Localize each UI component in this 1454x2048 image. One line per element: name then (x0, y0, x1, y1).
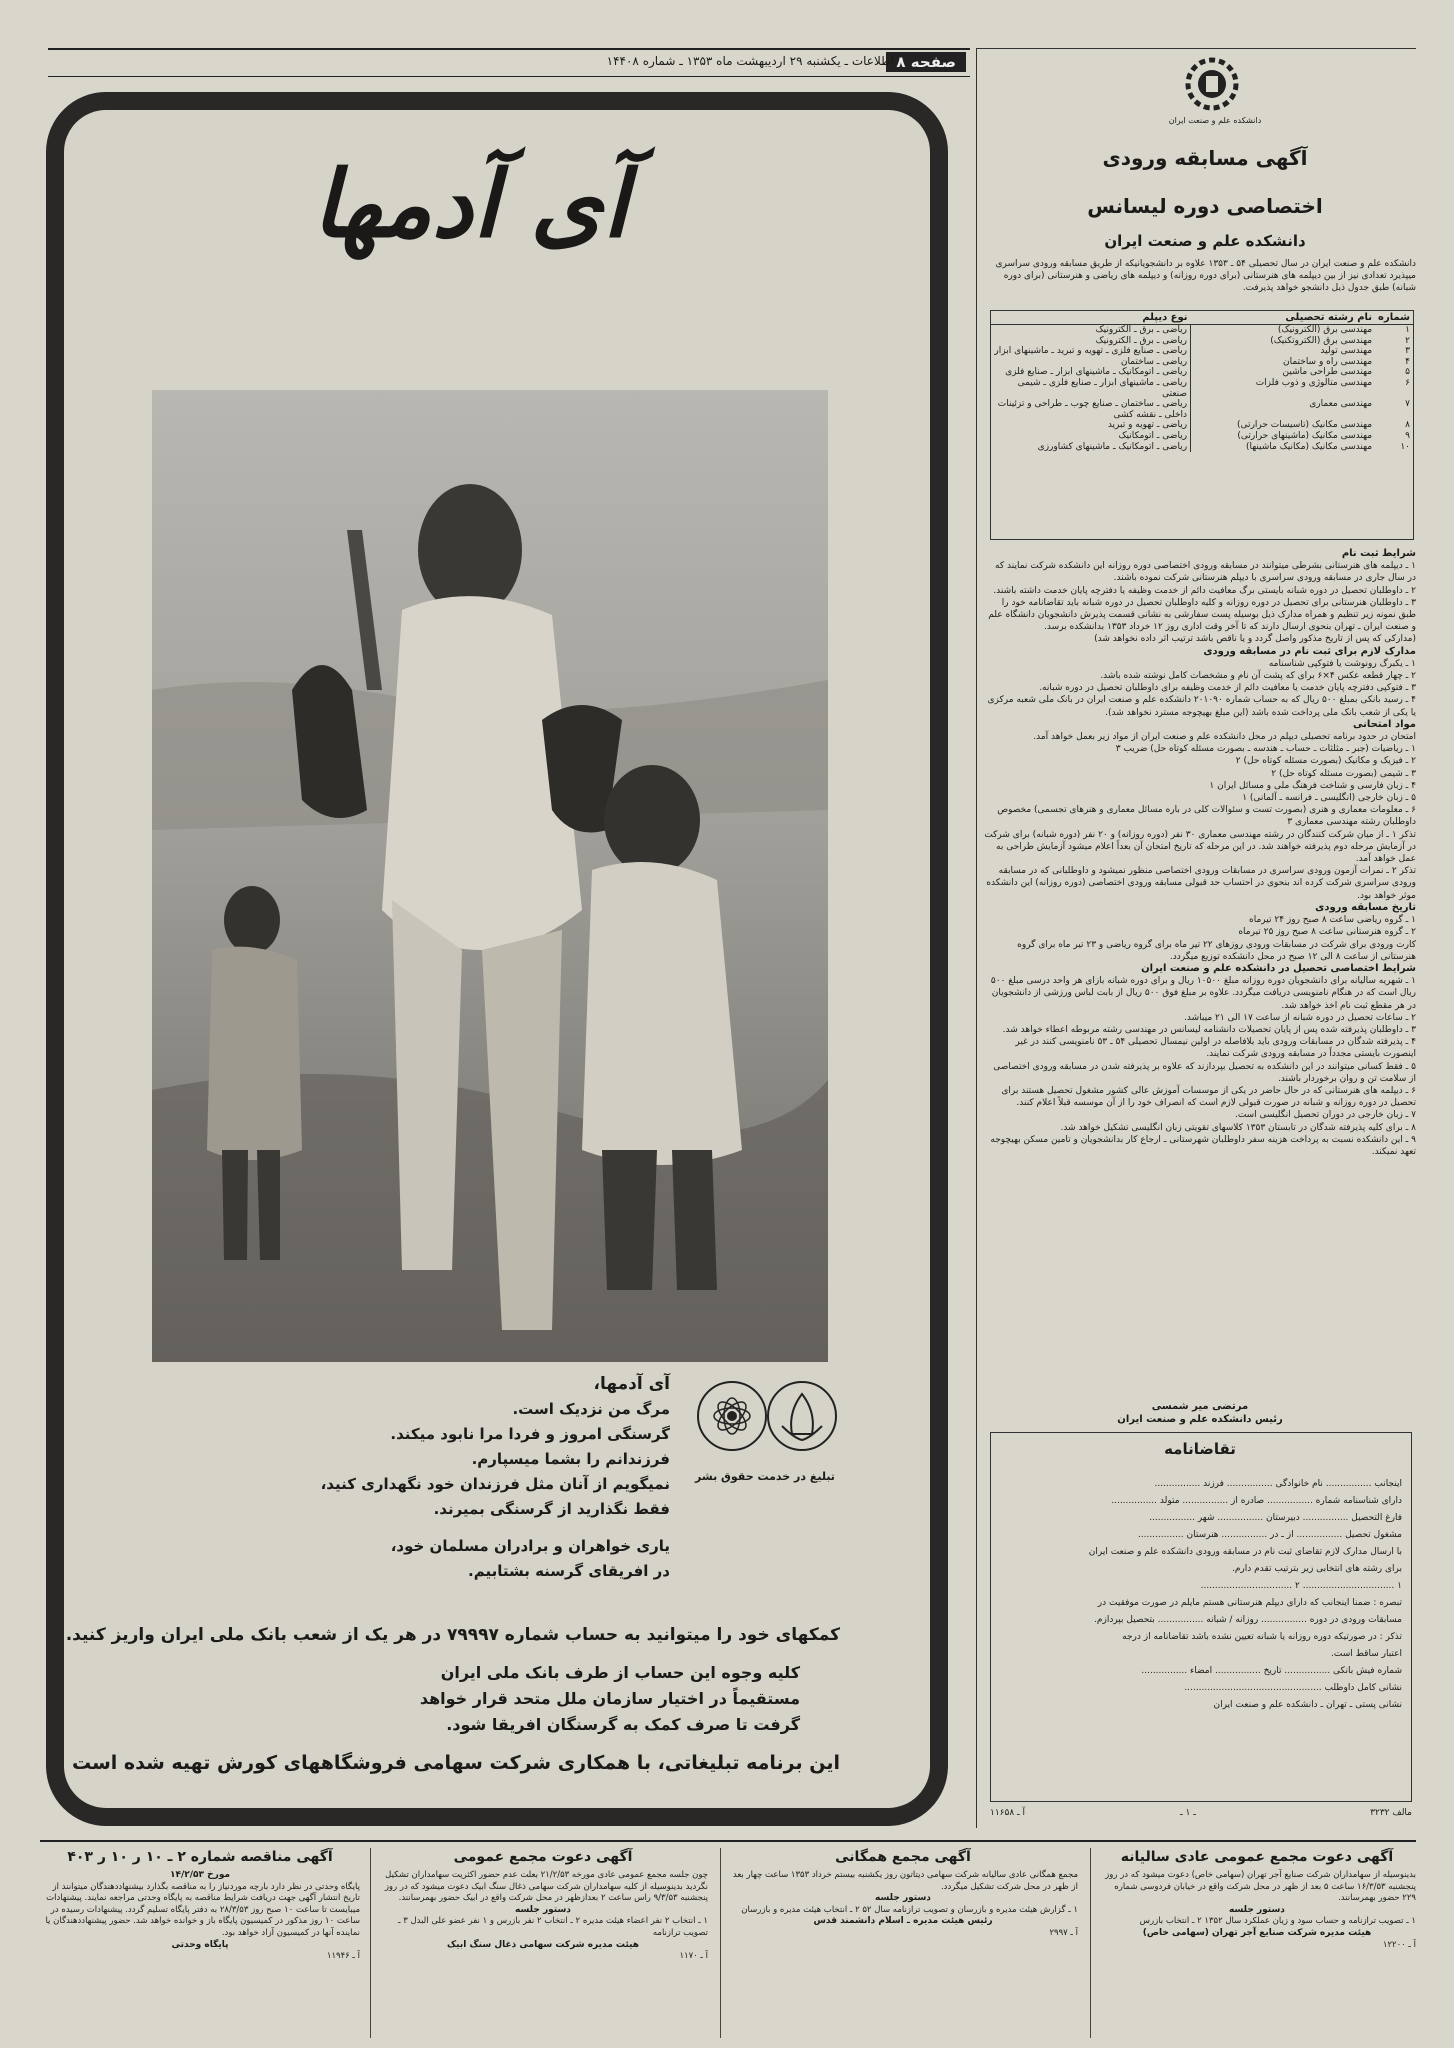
program-cell: ۸ (1405, 420, 1410, 431)
form-line: اینجانب ................ نام خانوادگی ................ فرزند ................ (1154, 1479, 1402, 1489)
condition-item: تذکر ۲ ـ نمرات آزمون ورودی سراسری در مسابقات ورودی اختصاصی منظور نمیشود و داوطلبانی که در مسابقه ورودی سراسری شرکت کرده اند بنحوی در احتساب حد قبولی مسابقه ورودی اختصاصی (دوره روزانه) این دانشکده موثر خواهد بود. (986, 866, 1416, 901)
agenda-body: ۱ ـ انتخاب ۲ نفر اعضاء هیئت مدیره ۲ ـ انتخاب ۲ نفر بازرس و ۱ نفر عضو علی البدل ۳ ـ تصویب ترازنامه (398, 1916, 708, 1938)
program-cell: ۱۰ (1400, 441, 1410, 452)
ad-title: آی آدمها (312, 150, 628, 258)
notice-footer (990, 1808, 1412, 1818)
condition-heading: تاریخ مسابقه ورودی (1315, 901, 1416, 913)
program-cell: مهندسی طراحی ماشین (1191, 367, 1376, 378)
program-cell: مهندسی برق (الکتروتکنیک) (1191, 336, 1376, 347)
sponsor-line: این برنامه تبلیغاتی، با همکاری شرکت سهامی فروشگاههای کورش تهیه شده است (71, 1752, 840, 1774)
notice-sign: رئیس هیئت مدیره ـ اسلام دانشمند قدس (813, 1916, 993, 1927)
notice-subtitle: اختصاصی دوره لیسانس (1087, 194, 1323, 218)
program-row (991, 378, 1413, 399)
donation-details (280, 1660, 800, 1738)
poem-line: مرگ من نزدیک است. (512, 1400, 670, 1418)
university-logo-caption: دانشکده علم و صنعت ایران (1168, 116, 1262, 125)
program-cell: ریاضی ـ تهویه و تبرید (1107, 420, 1188, 431)
program-cell: ریاضی ـ ساختمان (1120, 356, 1188, 367)
poem-line: فرزندانم را بشما میسپارم. (471, 1450, 670, 1468)
form-line: تبصره : ضمنا اینجانب که دارای دیپلم هنرستانی هستم مایلم در صورت موفقیت در (1097, 1598, 1402, 1608)
form-line: نشانی پستی ـ تهران ـ دانشکده علم و صنعت ایران (1213, 1700, 1402, 1710)
program-cell: ۱ (1405, 325, 1410, 335)
condition-heading: شرایط ثبت نام (1341, 548, 1416, 559)
poem-line: در افریقای گرسنه بشتابیم. (468, 1562, 670, 1580)
column-header: نام رشته تحصیلی (1191, 311, 1376, 325)
form-line: فارغ التحصیل ................ دبیرستان ................ شهر ................ (1149, 1513, 1402, 1523)
notice-heading: آگهی مجمع همگانی (835, 1849, 971, 1865)
form-line: برای رشته های انتخابی زیر بترتیب تقدم دارم. (1232, 1564, 1402, 1574)
program-cell: مهندسی مکانیک (ماشینهای حرارتی) (1191, 431, 1376, 442)
condition-item: ۳ ـ شیمی (بصورت مسئله کوتاه حل) ۲ (1271, 768, 1416, 779)
notice-body: مجمع همگانی عادی سالیانه شرکت سهامی دیتاتون روز یکشنبه بیستم خرداد ۱۳۵۳ ساعت چهار بعد از ظهر در محل شرکت تشکیل میگردد. (732, 1870, 1078, 1892)
column-divider (370, 1848, 371, 2038)
column-header: نوع دیپلم (991, 311, 1191, 325)
notice-brick-company (1098, 1848, 1416, 2038)
column-divider (976, 48, 977, 1828)
condition-item: ۵ ـ فقط کسانی میتوانند در این دانشکده به تحصیل بپردازند که علاوه بر پذیرفته شدن در مسابقه ورودی اختصاصی از سلامت تن و روان برخوردار باشند. (993, 1061, 1416, 1084)
program-cell: ریاضی ـ برق ـ الکترونیک (1095, 335, 1188, 346)
condition-item: ۳ ـ فتوکپی دفترچه پایان خدمت یا معافیت دائم از خدمت وظیفه برای داوطلبان تحصیل در دوره شبانه. (1039, 683, 1416, 694)
form-line: شماره فیش بانکی ................ تاریخ ................ امضاء ................ (1141, 1666, 1402, 1676)
donation-line: مستقیماً در اختیار سازمان ملل متحد قرار خواهد (419, 1689, 800, 1708)
program-cell: ۶ (1405, 377, 1410, 388)
program-cell: ریاضی ـ اتومکانیک ـ ماشینهای کشاورزی (1037, 441, 1188, 452)
flower-emblem-icon (692, 1370, 842, 1466)
notice-body: بدینوسیله از سهامداران شرکت صنایع آجر تهران (سهامی خاص) دعوت میشود که در روز پنجشنبه ۱۶/۳/۵۳ ساعت ۵ بعد از ظهر در محل شرکت واقع در خیابان فردوسی شماره ۲۲۹ حضور بهمرسانند. (1105, 1870, 1416, 1904)
poem-line: فقط نگذارید از گرسنگی بمیرند. (433, 1500, 670, 1518)
program-row (991, 325, 1413, 336)
application-form-lines (1000, 1476, 1402, 1714)
admission-conditions (984, 548, 1416, 1440)
programs-grid (991, 311, 1413, 452)
agenda-heading: دستور جلسه (1229, 1904, 1285, 1915)
form-line: با ارسال مدارک لازم تقاضای ثبت نام در مسابقه ورودی دانشکده علم و صنعت ایران (1088, 1547, 1402, 1557)
university-logo (1180, 52, 1244, 124)
program-row (991, 420, 1413, 431)
column-rule (976, 48, 1416, 49)
condition-item: ۸ ـ برای کلیه پذیرفته شدگان در تابستان ۱۳۵۳ کلاسهای تقویتی زبان انگلیسی تشکیل خواهد شد. (1060, 1122, 1416, 1133)
program-cell: مهندسی برق (الکترونیک) (1191, 325, 1376, 336)
program-cell: ۷ (1405, 399, 1410, 410)
program-row (991, 399, 1413, 420)
condition-item: ۴ ـ رسید بانکی بمبلغ ۵۰۰ ریال که به حساب شماره ۲۰۱۰۹۰ دانشکده علم و صنعت ایران در بانک ملی شعبه مرکزی یا یکی از شعب بانک ملی پرداخت شده باشد (این مبلغ بهیچوجه مسترد نخواهد شد). (987, 695, 1416, 718)
column-divider (720, 1848, 721, 2038)
notice-university: دانشکده علم و صنعت ایران (1104, 232, 1306, 250)
program-cell: ۲ (1405, 335, 1410, 346)
notice-heading: آگهی دعوت مجمع عمومی (453, 1849, 633, 1865)
condition-item: ۲ ـ گروه هنرستانی ساعت ۸ صبح روز ۲۵ تیرماه (1238, 927, 1416, 938)
column-header: شماره (1375, 311, 1413, 325)
program-cell: ۳ (1405, 346, 1410, 357)
poem-line: آی آدمها، (593, 1374, 670, 1394)
notice-coal-company (378, 1848, 708, 2038)
column-divider (1090, 1848, 1091, 2038)
donation-account-line: کمکهای خود را میتوانید به حساب شماره ۷۹۹۹۷ در هر یک از شعب بانک ملی ایران واریز کنید. (65, 1625, 840, 1645)
program-cell: ۹ (1405, 430, 1410, 441)
form-line: تذکر : در صورتیکه دوره روزانه یا شبانه تعیین نشده باشد تقاضانامه از درجه (1122, 1632, 1402, 1642)
notice-title: آگهی مسابقه ورودی (1102, 146, 1308, 170)
agenda-body: ۱ ـ گزارش هیئت مدیره و بازرسان و تصویب ترازنامه سال ۵۲ ۲ ـ انتخاب هیئت مدیره و بازرسان (741, 1904, 1078, 1915)
bottom-rule (40, 1840, 1416, 1842)
human-rights-logos (692, 1370, 842, 1466)
condition-item: ۳ ـ داوطلبان پذیرفته شده پس از پایان تحصیلات دانشنامه لیسانس در مهندسی رشته مربوطه اعطاء خواهد شد. (1002, 1024, 1416, 1035)
program-row (991, 346, 1413, 357)
condition-item: (مدارکی که پس از تاریخ مذکور واصل گردد و یا ناقص باشد ترتیب اثر داده نخواهد شد) (1094, 634, 1416, 645)
poem-line: یاری خواهران و برادران مسلمان خود، (390, 1537, 670, 1555)
notice-body: چون جلسه مجمع عمومی عادی مورخه ۲۱/۲/۵۳ بعلت عدم حضور اکثریت سهامداران تشکیل نگردید بدینوسیله از کلیه سهامداران شرکت سهامی ذغال سنگ ابیک دعوت میشود که در روز پنجشنبه ۹/۳/۵۳ راس ساعت ۲ بعدازظهر در محل شرکت واقع در ابیک حضور بهمرسانند. (384, 1870, 708, 1904)
signatory-title: رئیس دانشکده علم و صنعت ایران (1117, 1414, 1283, 1425)
notice-general-assembly (728, 1848, 1078, 2038)
notice-code-mid: ـ ۱ ـ (1180, 1808, 1196, 1818)
notice-sign: هیئت مدیره شرکت صنایع آجر تهران (سهامی خاص) (1142, 1927, 1372, 1938)
program-row (991, 357, 1413, 368)
notice-sign: هیئت مدیره شرکت سهامی ذغال سنگ ابیک (446, 1939, 640, 1950)
program-cell: مهندسی تولید (1191, 346, 1376, 357)
notice-heading: آگهی مناقصه شماره ۲ ـ ۱۰ ر ۱۰ ر ۴۰۳ (67, 1849, 333, 1865)
condition-item: ۱ ـ شهریه سالیانه برای دانشجویان دوره روزانه مبلغ ۱۰۵۰۰ ریال و برای دوره شبانه بازای هر واحد درسی مبلغ ۵۰۰ ریال است که در هنگام نامنویسی دریافت میگردد. علاوه بر مبلغ فوق ۵۰۰ ریال از بابت لباس ورزشی از دانشجویان در هر مقطع ثبت نام اخذ خواهد شد. (990, 976, 1416, 1011)
poem-line: نمیگویم از آنان مثل فرزندان خود نگهداری کنید، (320, 1475, 670, 1493)
page-header (48, 48, 970, 77)
form-line: دارای شناسنامه شماره ................ صادره از ................ متولد ................ (1111, 1496, 1402, 1506)
condition-item: ۷ ـ زبان خارجی در دوران تحصیل انگلیسی است. (1234, 1110, 1416, 1121)
condition-item: تذکر ۱ ـ از میان شرکت کنندگان در رشته مهندسی معماری ۳۰ نفر (دوره روزانه) و ۲۰ نفر (دوره شبانه) برای شرکت در آزمایش مرحله دوم پذیرفته خواهند شد. در این مرحله که تاریخ امتحان آن بعداً اعلام میشود آزمایش طراحی به عمل خواهد آمد. (984, 829, 1416, 865)
program-cell: مهندسی مکانیک (مکانیک ماشینها) (1191, 442, 1376, 453)
condition-item: ۶ ـ معلومات معماری و هنری (بصورت تست و سئوالات کلی در باره مسائل معماری و هنرهای تجسمی) مخصوص داوطلبان رشته مهندسی معماری ۳ (997, 805, 1416, 828)
logo-caption: تبلیغ در خدمت حقوق بشر (695, 1470, 835, 1483)
notice-code: آ ـ ۱۱۷۰ (679, 1951, 708, 1962)
notice-body: پایگاه وحدتی در نظر دارد بارچه موردنیاز را به مناقصه بگذارد بیشنهاددهندگان میتوانند از تاریخ انتشار آگهی جهت دریافت شرایط مناقصه به پایگاه وحدتی مراجعه نمایند. پیشنهادات میبایست تا ساعت ۱۰ صبح روز ۲۸/۳/۵۳ به دفتر پایگاه تسلیم گردد. پیشنهادات رسیده در ساعت ۱۰ روز مذکور در کمیسیون پایگاه باز و خوانده خواهد شد. حضور پیشنهاددهندگان یا نماینده آنها در کمیسیون آزاد خواهد بود. (45, 1881, 360, 1938)
condition-item: ۶ ـ دیپلمه های هنرستانی که در حال حاضر در یکی از موسسات آموزش عالی کشور مشغول تحصیل هستند برای تحصیل در دوره روزانه و شبانه در صورت قبولی لازم است که انصراف خود را از آن موسسه قبلاً اعلام کنند. (1001, 1085, 1416, 1109)
issue-line: اطلاعات ـ یکشنبه ۲۹ اردیبهشت ماه ۱۳۵۳ ـ شماره ۱۴۴۰۸ (606, 54, 894, 68)
gear-emblem-icon (1180, 52, 1244, 124)
notice-code: آ ـ ۱۲۲۰۰ (1382, 1939, 1416, 1950)
program-cell: ریاضی ـ اتومکانیک (1118, 430, 1188, 441)
condition-item: ۳ ـ داوطلبان هنرستانی برای تحصیل در دوره روزانه و کلیه داوطلبان تحصیل در دوره شبانه باید تقاضانامه خود را طبق نمونه زیر تنظیم و همراه مدارک ذیل بوسیله پست سفارشی به نشانی قسمت پذیرش دانشجویان دانشگاه علم و صنعت ایران ـ تهران بنحوی ارسال دارند که تا آخر وقت اداری روز ۱۲ خرداد ۱۳۵۳ بدانشکده برسد. (988, 597, 1416, 633)
notice-code-right: مالف ۳۲۳۲ (1370, 1808, 1412, 1818)
program-cell: ۵ (1405, 367, 1410, 378)
condition-item: ۹ ـ این دانشکده نسبت به پرداخت هزینه سفر داوطلبان شهرستانی ـ ارجاع کار بدانشجویان و تامین مسکن بهیچوجه تعهد نمیکند. (990, 1134, 1416, 1157)
program-cell: مهندسی مکانیک (تاسیسات حرارتی) (1191, 420, 1376, 431)
notice-code: آ ـ ۲۹۹۷ (1049, 1927, 1078, 1938)
donation-line: گرفت تا صرف کمک به گرسنگان افریقا شود. (446, 1715, 800, 1734)
condition-item: کارت ورودی برای شرکت در مسابقات ورودی روزهای ۲۲ تیر ماه برای گروه ریاضی و ۲۳ تیر ماه برای گروه هنرستانی از ساعت ۸ الی ۱۲ صبح در محل دانشکده توزیع میگردد. (1017, 939, 1416, 962)
program-row (991, 336, 1413, 347)
notice-signature (984, 1400, 1416, 1426)
condition-item: ۴ ـ پذیرفته شدگان در مسابقات ورودی باید بلافاصله در اولین نیمسال تحصیلی ۵۴ ـ ۵۳ نامنویسی کنند در غیر اینصورت بایستی مجدداً در مسابقه ورودی شرکت نمایند. (1015, 1037, 1416, 1060)
notice-code: آ ـ ۱۱۹۴۶ (326, 1951, 360, 1962)
condition-heading: مدارک لازم برای ثبت نام در مسابقه ورودی (1203, 645, 1416, 657)
agenda-heading: دستور جلسه (515, 1904, 571, 1915)
donation-line: کلیه وجوه این حساب از طرف بانک ملی ایران (440, 1663, 800, 1682)
notice-date: مورخ ۱۴/۲/۵۳ (169, 1870, 231, 1880)
condition-item: ۲ ـ داوطلبان تحصیل در دوره شبانه بایستی برگ معافیت دائم از خدمت وظیفه یا دفترچه پایان خدمت داشته باشند. (993, 585, 1416, 596)
notice-heading: آگهی دعوت مجمع عمومی عادی سالیانه (1120, 1849, 1394, 1865)
condition-item: ۲ ـ چهار قطعه عکس ۴×۶ برای که پشت آن نام و مشخصات کامل نوشته شده باشد. (1100, 671, 1416, 682)
form-line: مشغول تحصیل ................ از ـ در ................ هنرستان ................ (1137, 1530, 1402, 1540)
condition-item: امتحان در حدود برنامه تحصیلی دیپلم در محل دانشکده علم و صنعت ایران از مواد زیر بعمل خواهد آمد. (1033, 732, 1416, 743)
page-number: صفحه ۸ (886, 52, 966, 72)
condition-item: ۲ ـ ساعات تحصیل در دوره شبانه از ساعت ۱۷ الی ۲۱ میباشد. (1184, 1012, 1416, 1023)
program-row (991, 442, 1413, 453)
program-cell: ۴ (1405, 356, 1410, 367)
notice-intro: دانشکده علم و صنعت ایران در سال تحصیلی ۵۴ ـ ۱۳۵۳ علاوه بر دانشجویانیکه از طریق مسابقه ورودی سراسری میپذیرد تعدادی نیز از بین دیپلمه های هنرستانی (برای دوره روزانه) و دیپلمه های ریاضی و هنرستانی (برای دوره شبانه) طبق جدول ذیل دانشجو خواهد پذیرفت. (995, 259, 1416, 293)
application-form-title: تقاضانامه (1164, 1440, 1236, 1458)
program-cell: ریاضی ـ برق ـ الکترونیک (1095, 325, 1188, 335)
condition-item: ۵ ـ زبان خارجی (انگلیسی ـ فرانسه ـ آلمانی) ۱ (1242, 793, 1416, 804)
condition-item: ۴ ـ زبان فارسی و شناخت فرهنگ ملی و مسائل ایران ۱ (1209, 780, 1416, 791)
program-cell: ریاضی ـ ماشینهای ابزار ـ صنایع فلزی ـ شیمی صنعتی (1017, 377, 1188, 399)
signatory-name: مرتضی میر شمسی (1151, 1401, 1249, 1412)
program-cell: ریاضی ـ صنایع فلزی ـ تهویه و تبرید ـ ماشینهای ابزار (994, 346, 1188, 357)
condition-item: ۲ ـ فیزیک و مکانیک (بصورت مسئله کوتاه حل) ۲ (1235, 756, 1416, 767)
ad-poem (300, 1372, 670, 1584)
program-cell: ریاضی ـ ساختمان ـ صنایع چوب ـ طراحی و تزئینات داخلی ـ نقشه کشی (997, 399, 1188, 420)
agenda-body: ۱ ـ تصویب ترازنامه و حساب سود و زیان عملکرد سال ۱۳۵۲ ۲ ـ انتخاب بازرس (1139, 1916, 1416, 1927)
program-row (991, 431, 1413, 442)
program-cell: مهندسی راه و ساختمان (1191, 357, 1376, 368)
program-row (991, 367, 1413, 378)
program-cell: ریاضی ـ اتومکانیک ـ ماشینهای ابزار ـ صنایع فلزی (1005, 367, 1188, 378)
agenda-heading: دستور جلسه (875, 1893, 931, 1904)
notice-sign: پایگاه وحدتی (171, 1939, 229, 1950)
condition-item: ۱ ـ دیپلمه های هنرستانی بشرطی میتوانند در مسابقه ورودی اختصاصی دوره روزانه این دانشکده شرکت نمایند که در سال جاری در مسابقه ورودی سراسری با دیپلم هنرستانی شرکت نموده باشند. (995, 561, 1416, 584)
form-line: نشانی کامل داوطلب ................................................ (1184, 1683, 1402, 1693)
program-cell: مهندسی متالوژی و ذوب فلزات (1191, 378, 1376, 399)
famine-photo (152, 390, 828, 1362)
condition-heading: شرایط اختصاصی تحصیل در دانشکده علم و صنعت ایران (1141, 962, 1416, 974)
condition-item: ۱ ـ ریاضیات (جبر ـ مثلثات ـ حساب ـ هندسه ـ بصورت مسئله کوتاه حل) ضریب ۳ (1115, 744, 1416, 755)
form-line: ۱ ................................ ۲ ................................ (1200, 1581, 1402, 1591)
program-cell: مهندسی معماری (1191, 399, 1376, 420)
notice-code-left: آ ـ ۱۱۶۵۸ (990, 1808, 1026, 1818)
form-line: مسابقات ورودی در دوره ................ روزانه / شبانه ................ بتحصیل بپردازم. (1094, 1615, 1402, 1625)
notice-tender (40, 1848, 360, 2038)
condition-item: ۱ ـ یکبرگ رونوشت یا فتوکپی شناسنامه (1268, 658, 1416, 669)
poem-line: گرسنگی امروز و فردا مرا نابود میکند. (390, 1425, 670, 1443)
condition-item: ۱ ـ گروه ریاضی ساعت ۸ صبح روز ۲۴ تیرماه (1249, 915, 1416, 926)
condition-heading: مواد امتحانی (1352, 718, 1416, 730)
photo-illustration (152, 390, 828, 1362)
form-line: اعتبار ساقط است. (1331, 1649, 1402, 1659)
programs-table (990, 310, 1414, 540)
